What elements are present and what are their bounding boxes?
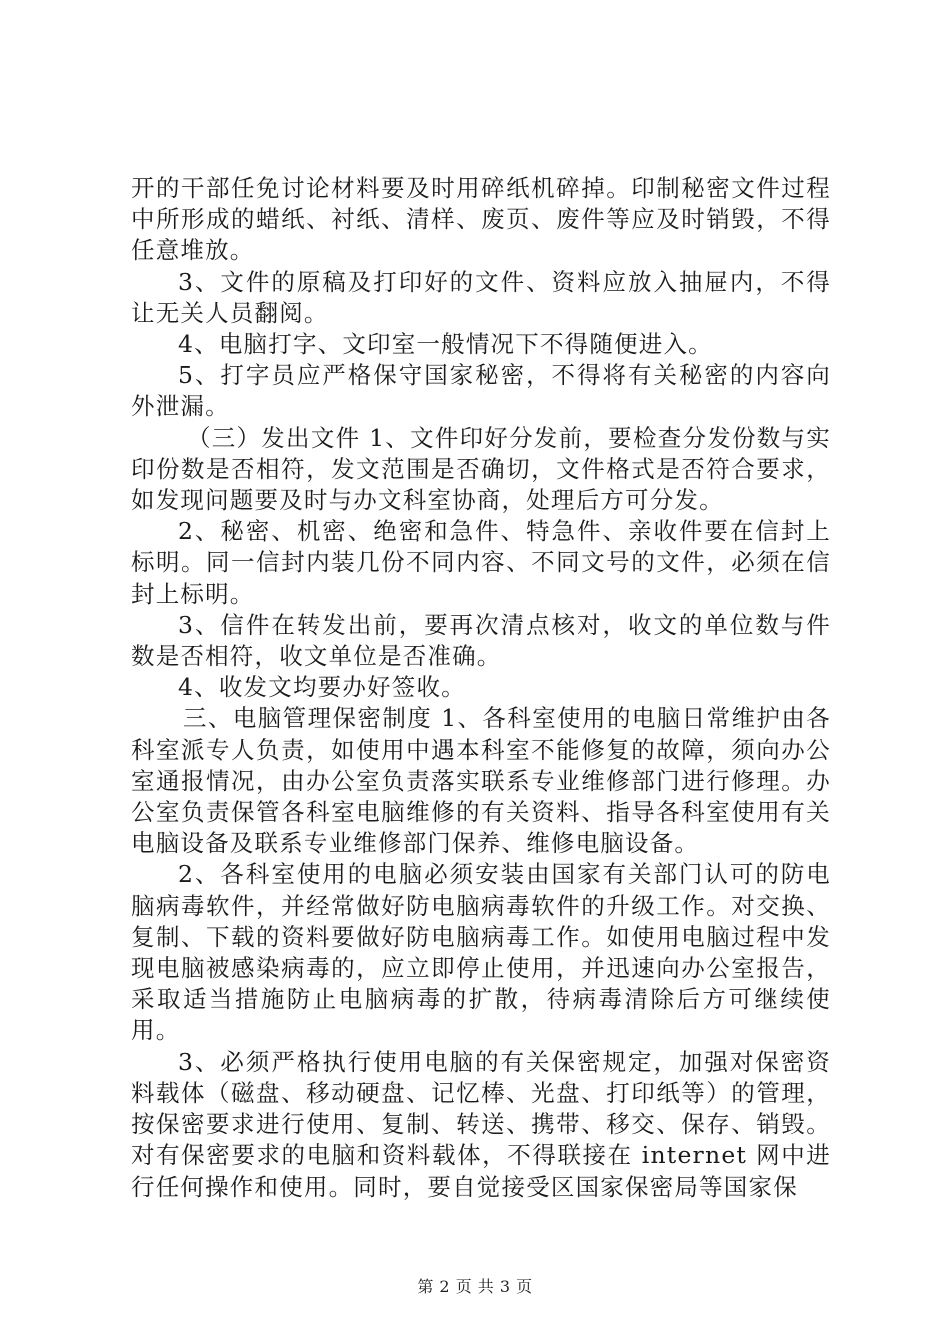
page-footer: 第 2 页 共 3 页 (417, 1277, 533, 1296)
paragraph-section-computer-security: 三、电脑管理保密制度 1、各科室使用的电脑日常维护由各科室派专人负责，如使用中遇本科室不能修复的故障，须向办公室通报情况，由办公室负责落实联系专业维修部门进行修理。办公室负责保管各科室电脑维修的有关资料、指导各科室使用有关电脑设备及联系专业维修部门保养、维修电脑设备。 (131, 704, 831, 858)
paragraph-item-4-signoff: 4、收发文均要办好签收。 (178, 673, 466, 702)
paragraph-item-4-typing-room: 4、电脑打字、文印室一般情况下不得随便进入。 (178, 330, 713, 359)
paragraph-section-outgoing-files: （三）发出文件 1、文件印好分发前，要检查分发份数与实印份数是否相符，发文范围是否确切，文件格式是否符合要求，如发现问题要及时与办文科室协商，处理后方可分发。 (131, 423, 831, 515)
paragraph-item-3-originals: 3、文件的原稿及打印好的文件、资料应放入抽屉内，不得让无关人员翻阅。 (131, 267, 831, 327)
paragraph-item-3-letters: 3、信件在转发出前，要再次清点核对，收文的单位数与件数是否相符，收文单位是否准确。 (131, 610, 831, 671)
paragraph-item-5-typist: 5、打字员应严格保守国家秘密，不得将有关秘密的内容向外泄漏。 (131, 361, 831, 421)
paragraph-item-2-envelope: 2、秘密、机密、绝密和急件、特急件、亲收件要在信封上标明。同一信封内装几份不同内容、不同文号的文件，必须在信封上标明。 (131, 517, 831, 608)
paragraph-item-2-antivirus: 2、各科室使用的电脑必须安装由国家有关部门认可的防电脑病毒软件，并经常做好防电脑病毒软件的升级工作。对交换、复制、下载的资料要做好防电脑病毒工作。如使用电脑过程中发现电脑被感染病毒的，应立即停止使用，并迅速向办公室报告，采取适当措施防止电脑病毒的扩散，待病毒清除后方可继续使用。 (131, 860, 831, 1045)
document-body (131, 173, 831, 1203)
paragraph-continuation: 开的干部任免讨论材料要及时用碎纸机碎掉。印制秘密文件过程中所形成的蜡纸、衬纸、清样、废页、废件等应及时销毁，不得任意堆放。 (131, 174, 831, 265)
paragraph-item-3-media: 3、必须严格执行使用电脑的有关保密规定，加强对保密资料载体（磁盘、移动硬盘、记忆棒、光盘、打印纸等）的管理，按保密要求进行使用、复制、转送、携带、移交、保存、销毁。对有保密要求的电脑和资料载体，不得联接在 internet 网中进行任何操作和使用。同时，要自觉接受区国家保密局等国家保 (131, 1047, 831, 1201)
